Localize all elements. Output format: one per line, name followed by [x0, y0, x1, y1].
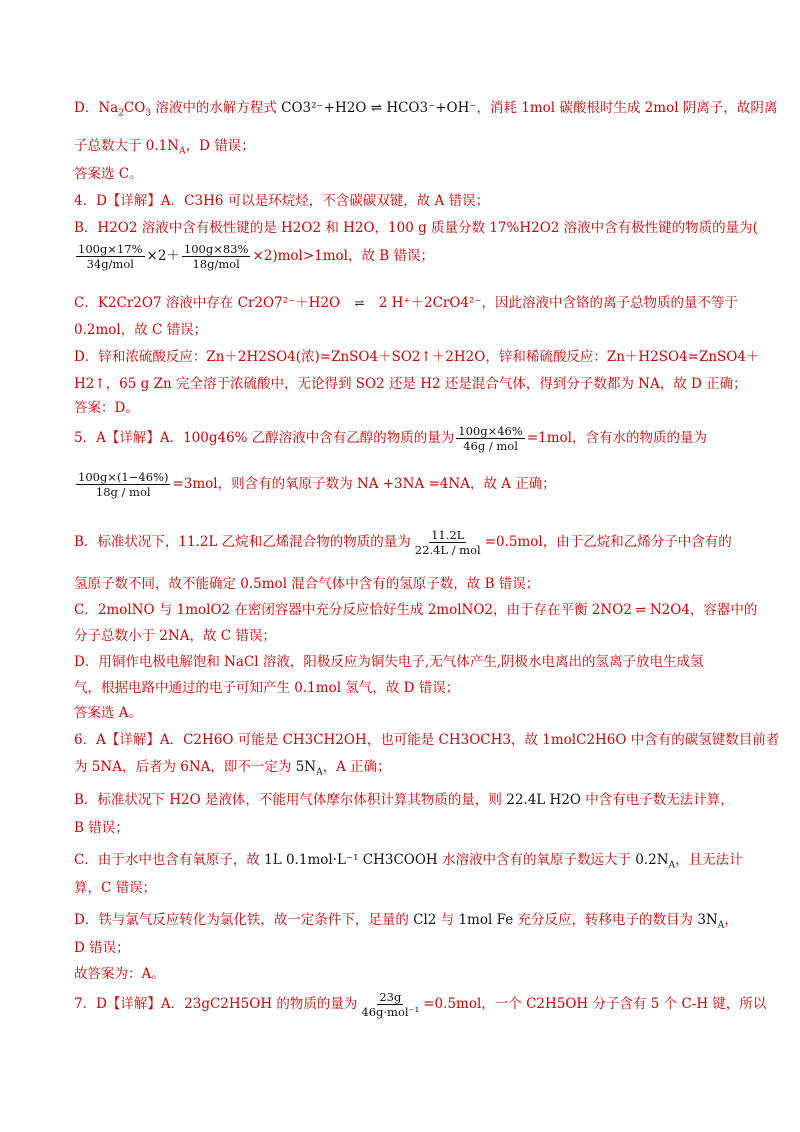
subscript: A	[717, 920, 725, 931]
text-line: 4．D【详解】A．C3H6 可以是环烷烃，不含碳碳双键，故 A 错误；	[74, 193, 490, 209]
text-line	[74, 910, 738, 936]
text-segment: ，	[724, 912, 738, 928]
text-segment: ，A 正确；	[322, 759, 391, 775]
text-segment: 充分反应，转移电子的数目为	[513, 912, 698, 928]
text-line	[74, 850, 743, 876]
text-line	[74, 293, 738, 313]
text-line: B 错误；	[74, 820, 129, 836]
fraction: $\frac{100g\times 83\%}{\text{18g/mol}}$	[183, 242, 249, 271]
fraction: $\frac{11.2L}{\text{22.4L / mol}}$	[414, 528, 481, 557]
text-line	[74, 990, 766, 1019]
text-segment: 为 5NA，后者为 6NA，即不一定为	[74, 759, 296, 775]
text-segment: 中含有电子数无法计算，	[580, 792, 734, 808]
text-segment: C．2molNO 与 1molO2 在密闭容器中充分反应恰好生成 2molNO2，由于存在平衡 2NO2	[74, 602, 632, 618]
text-line: D 错误；	[74, 940, 130, 956]
text-line: D．锌和浓硫酸反应：Zn＋2H2SO4(浓)=ZnSO4＋SO2↑＋2H2O，锌和稀硫酸反应：Zn＋H2SO4=ZnSO4＋	[74, 349, 760, 365]
text-segment: B．标准状况下，11.2L 乙烷和乙烯混合物的物质的量为	[74, 534, 411, 550]
text-segment: B．标准状况下 H2O 是液体，不能用气体摩尔体积计算其物质的量，则	[74, 792, 507, 808]
text-line: 答案选 C。	[74, 166, 143, 182]
text-line: 故答案为：A。	[74, 966, 165, 982]
formula: 0.2N	[635, 852, 669, 868]
text-line: B．H2O2 溶液中含有极性键的是 H2O2 和 H2O，100 g 质量分数 17%H2O2 溶液中含有极性键的物质的量为(	[74, 220, 758, 236]
subscript: A	[316, 767, 323, 778]
text-segment: ，消耗 1mol 碳酸根时生成 2mol 阴离子，故阴离	[476, 100, 778, 116]
text-line: H2↑，65 g Zn 完全溶于浓硫酸中，无论得到 SO2 还是 H2 还是混合气体，得到分子数都为 NA，故 D 正确；	[74, 376, 747, 392]
formula: 3N	[697, 912, 718, 928]
formula: 1mol Fe	[458, 912, 514, 928]
fraction: $\frac{100g\times(1-46\%)}{\text{18g / mol}}$	[78, 470, 169, 499]
equilibrium-arrow-icon: ⇌	[635, 603, 647, 618]
text-segment: 与	[436, 912, 459, 928]
fraction: $\frac{23g}{\text{46g·mol⁻¹}}$	[361, 990, 420, 1019]
formula: 1L 0.1mol·L⁻¹ CH3COOH	[264, 852, 438, 868]
text-line: 6．A【详解】A．C2H6O 可能是 CH3CH2OH，也可能是 CH3OCH3，故 1molC2H6O 中含有的碳氢键数目前者	[74, 732, 780, 748]
text-segment: 子总数大于 0.1N	[74, 138, 180, 154]
text-line: 气，根据电路中通过的电子可知产生 0.1mol 氢气，故 D 错误；	[74, 680, 460, 696]
text-segment: ×2)mol>1mol，故 B 错误；	[252, 248, 435, 264]
text-line	[74, 757, 391, 783]
formula: 5N	[295, 759, 317, 775]
text-line	[74, 424, 707, 453]
text-segment: 2 H⁺＋2CrO4²⁻，因此溶液中含铬的离子总物质的量不等于	[374, 295, 739, 311]
text-segment: D．Na	[74, 100, 119, 116]
text-segment: =3mol，则含有的氧原子数为 NA +3NA =4NA，故 A 正确；	[172, 476, 556, 492]
text-segment: ，D 错误；	[185, 138, 255, 154]
subscript: A	[668, 860, 676, 871]
text-line	[74, 528, 732, 557]
text-segment: ，且无法计	[675, 852, 743, 868]
text-segment: =1mol，含有水的物质的量为	[526, 430, 707, 446]
text-segment: 7．D【详解】A．23gC2H5OH 的物质的量为	[74, 996, 358, 1012]
text-line: 答案：D。	[74, 400, 139, 416]
text-segment: 5．A【详解】A．100g46% 乙醇溶液中含有乙醇的物质的量为	[74, 430, 455, 446]
text-line: 答案选 A。	[74, 705, 143, 721]
text-line: D．$Na_2CO_3$ 溶液中的水解方程式 CO3²⁻+H2O ⇌ HCO3⁻+OH⁻，消耗 1mol 碳酸根时生成 2mol 阴离子，故阴离	[74, 100, 778, 119]
text-segment: 水溶液中含有的氧原子数远大于	[437, 852, 636, 868]
equilibrium-arrow-icon: ⇌	[354, 296, 365, 310]
fraction: $\frac{100g\times 46\%}{\text{46g / mol}}$	[458, 424, 523, 453]
text-segment: 溶液中的水解方程式	[151, 100, 282, 116]
text-line: D．用铜作电极电解饱和 NaCl 溶液，阳极反应为铜失电子,无气体产生,阴极水电离出的氢离子放电生成氢	[74, 654, 704, 670]
text-line	[74, 242, 434, 271]
text-segment: D．铁与氯气反应转化为氯化铁，故一定条件下，足量的	[74, 912, 414, 928]
text-segment: C．由于水中也含有氧原子，故	[74, 852, 265, 868]
hydrolysis-equation: CO3²⁻+H2O ⇌ HCO3⁻+OH⁻	[281, 100, 477, 116]
formula: 22.4L H2O	[506, 792, 581, 808]
text-segment: =0.5mol，由于乙烷和乙烯分子中含有的	[484, 534, 732, 550]
text-segment: ×2＋	[146, 248, 180, 264]
text-line: 氢原子数不同，故不能确定 0.5mol 混合气体中含有的氢原子数，故 B 错误；	[74, 576, 540, 592]
text-segment: C．K2Cr2O7 溶液中存在 Cr2O7²⁻＋H2O	[74, 295, 345, 311]
text-line	[74, 600, 757, 621]
text-line: 分子总数小于 2NA，故 C 错误；	[74, 628, 276, 644]
formula: Cl2	[413, 912, 437, 928]
text-line: 算，C 错误；	[74, 880, 157, 896]
text-line: 0.2mol，故 C 错误；	[74, 322, 208, 338]
text-line	[74, 790, 734, 810]
fraction: $\frac{100g\times 17\%}{\text{34g/mol}}$	[78, 242, 143, 271]
text-segment: N2O4，容器中的	[649, 602, 758, 618]
text-segment: CO	[123, 100, 146, 116]
text-line	[74, 470, 556, 499]
text-line	[74, 136, 255, 162]
text-segment: =0.5mol，一个 C2H5OH 分子含有 5 个 C-H 键，所以	[423, 996, 767, 1012]
subscript: A	[179, 146, 186, 157]
